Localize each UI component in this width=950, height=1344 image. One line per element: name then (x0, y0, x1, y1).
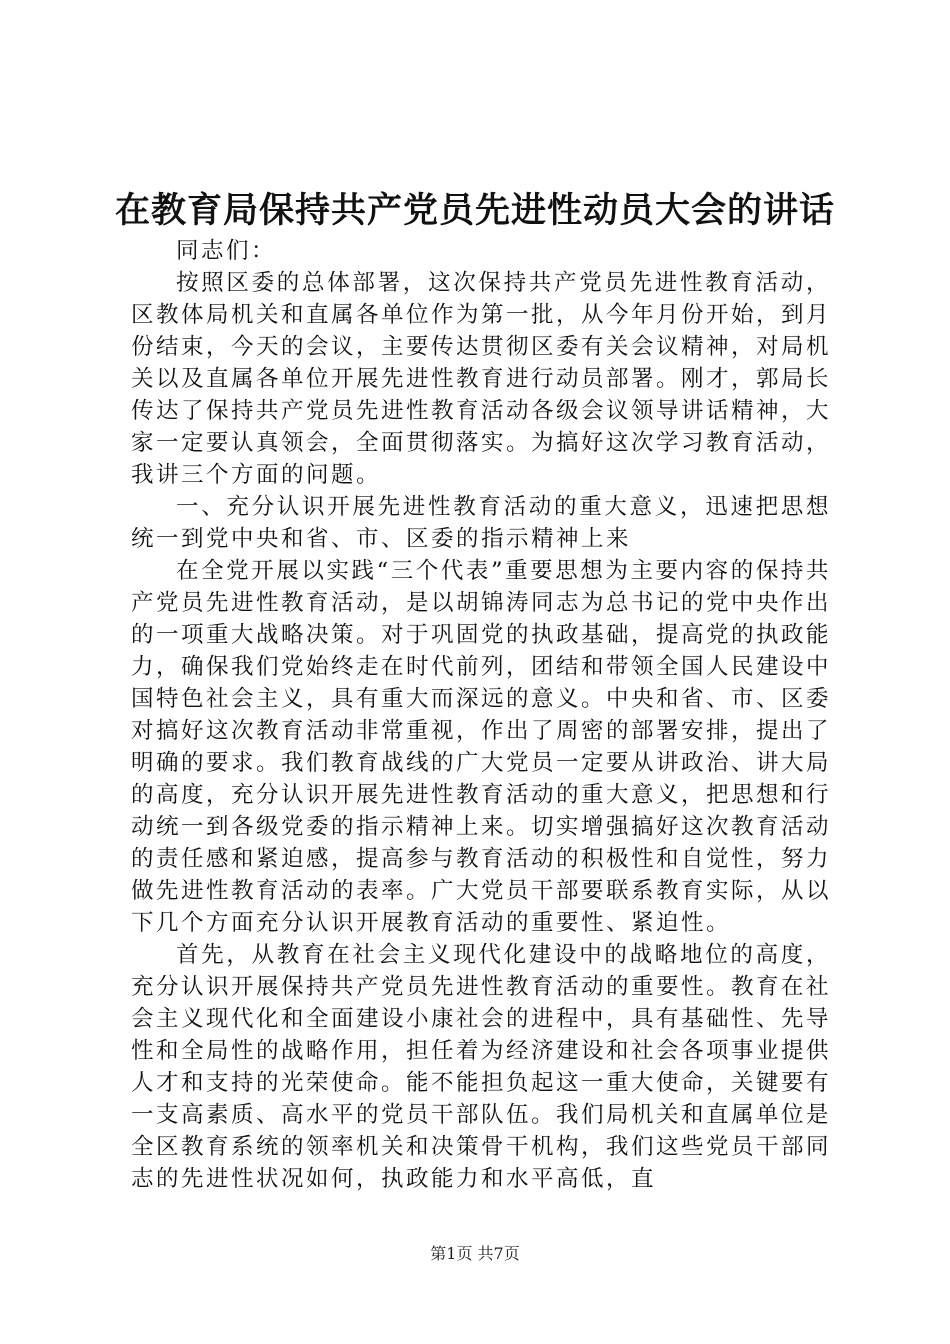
salutation-paragraph: 同志们： (176, 238, 277, 264)
section-heading-1: 一、充分认识开展先进性教育活动的重大意义，迅速把思想统一到党中央和省、市、区委的指示精神上来 (131, 494, 831, 552)
document-title: 在教育局保持共产党员先进性动员大会的讲话 (114, 190, 835, 231)
page-number-footer: 第1页 共7页 (430, 1244, 520, 1263)
intro-paragraph: 按照区委的总体部署，这次保持共产党员先进性教育活动，区教体局机关和直属各单位作为第一批，从今年月份开始，到月份结束，今天的会议，主要传达贯彻区委有关会议精神，对局机关以及直属各单位开展先进性教育进行动员部署。刚才，郭局长传达了保持共产党员先进性教育活动各级会议领导讲话精神，大家一定要认真领会，全面贯彻落实。为搞好这次学习教育活动，我讲三个方面的问题。 (131, 270, 832, 488)
body-paragraph: 首先，从教育在社会主义现代化建设中的战略地位的高度，充分认识开展保持共产党员先进性教育活动的重要性。教育在社会主义现代化和全面建设小康社会的进程中，具有基础性、先导性和全局性的战略作用，担任着为经济建设和社会各项事业提供人才和支持的光荣使命。能不能担负起这一重大使命，关键要有一支高素质、高水平的党员干部队伍。我们局机关和直属单位是全区教育系统的领率机关和决策骨干机构，我们这些党员干部同志的先进性状况如何，执政能力和水平高低，直 (131, 942, 832, 1192)
document-body (131, 235, 831, 1195)
body-paragraph: 在全党开展以实践“三个代表”重要思想为主要内容的保持共产党员先进性教育活动，是以胡锦涛同志为总书记的党中央作出的一项重大战略决策。对于巩固党的执政基础，提高党的执政能力，确保我们党始终走在时代前列，团结和带领全国人民建设中国特色社会主义，具有重大而深远的意义。中央和省、市、区委对搞好这次教育活动非常重视，作出了周密的部署安排，提出了明确的要求。我们教育战线的广大党员一定要从讲政治、讲大局的高度，充分认识开展先进性教育活动的重大意义，把思想和行动统一到各级党委的指示精神上来。切实增强搞好这次教育活动的责任感和紧迫感，提高参与教育活动的积极性和自觉性，努力做先进性教育活动的表率。广大党员干部要联系教育实际，从以下几个方面充分认识开展教育活动的重要性、紧迫性。 (131, 558, 832, 936)
